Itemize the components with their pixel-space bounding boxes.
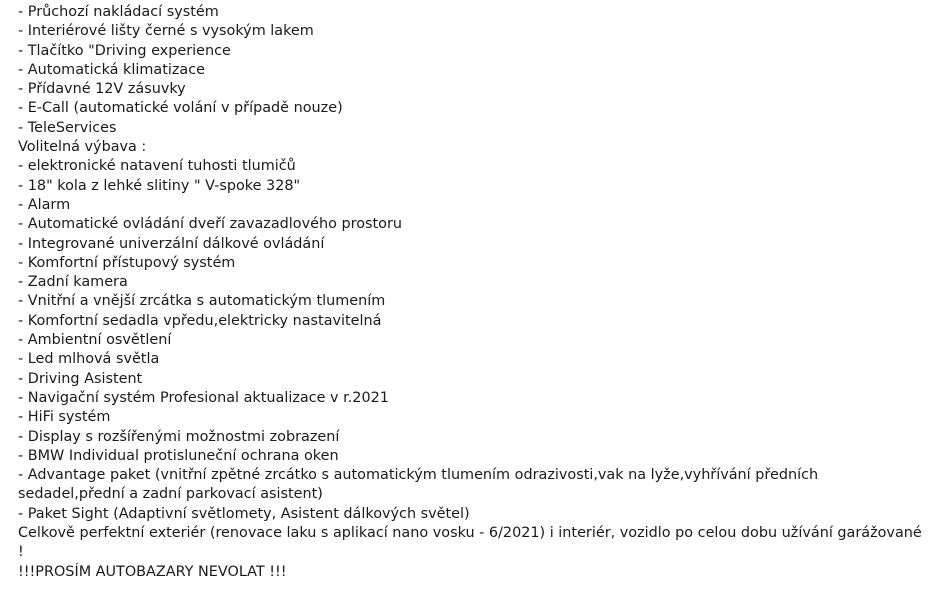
optional-equipment-item: - Paket Sight (Adaptivní světlomety, Asistent dálkových světel) [18,505,470,522]
optional-equipment-item: - Display s rozšířenými možnostmi zobrazení [18,428,340,445]
listing-description [18,3,928,582]
optional-equipment-item: - Integrované univerzální dálkové ovládání [18,235,325,252]
optional-equipment-item: - Komfortní sedadla vpředu,elektricky nastavitelná [18,312,382,329]
equipment-item: - E-Call (automatické volání v případě nouze) [18,100,343,117]
optional-equipment-item: - BMW Individual protisluneční ochrana oken [18,447,339,464]
optional-equipment-item: - Zadní kamera [18,274,128,291]
optional-equipment-item: - 18" kola z lehké slitiny " V-spoke 328" [18,177,301,194]
equipment-item: - Automatická klimatizace [18,61,205,78]
optional-equipment-item: - Navigační systém Profesional aktualizace v r.2021 [18,389,389,406]
optional-equipment-item: - HiFi systém [18,409,111,426]
dealer-warning: !!!PROSÍM AUTOBAZARY NEVOLAT !!! [18,563,287,580]
equipment-item: - Přídavné 12V zásuvky [18,81,186,98]
optional-equipment-item: - Advantage paket (vnitřní zpětné zrcátko s automatickým tlumením odrazivosti,vak na lyže,vyhřívání předních sedadel,přední a zadní parkovací asistent) [18,467,819,503]
equipment-item: - Průchozí nakládací systém [18,4,219,20]
optional-equipment-item: - elektronické natavení tuhosti tlumičů [18,158,296,175]
optional-equipment-heading: Volitelná výbava : [18,139,147,156]
optional-equipment-item: - Led mlhová světla [18,351,160,368]
condition-note: Celkově perfektní exteriér (renovace laku s aplikací nano vosku - 6/2021) i interiér, vozidlo po celou dobu užívání garážované ! [18,525,922,561]
equipment-item: - TeleServices [18,119,117,136]
optional-equipment-item: - Komfortní přístupový systém [18,254,236,271]
optional-equipment-item: - Automatické ovládání dveří zavazadlového prostoru [18,216,403,233]
optional-equipment-item: - Driving Asistent [18,370,143,387]
optional-equipment-item: - Alarm [18,196,71,213]
optional-equipment-item: - Ambientní osvětlení [18,332,172,349]
optional-equipment-item: - Vnitřní a vnější zrcátka s automatickým tlumením [18,293,386,310]
equipment-item: - Interiérové lišty černé s vysokým lakem [18,23,314,40]
equipment-item: - Tlačítko "Driving experience [18,42,231,59]
